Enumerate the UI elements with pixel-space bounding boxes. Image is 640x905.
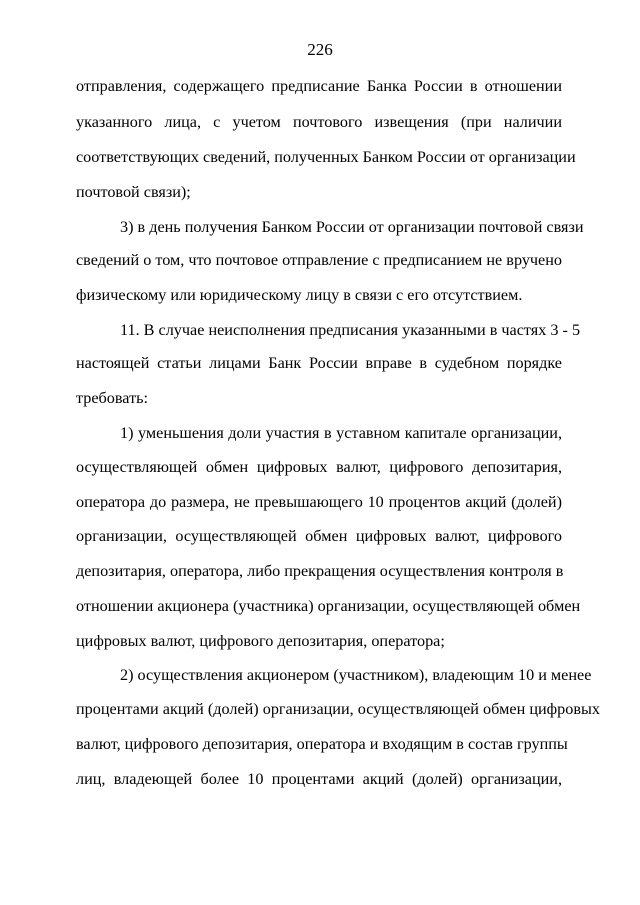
text-line: лиц, владеющей более 10 процентами акций (долей) организации, [76, 770, 562, 788]
text-line: 3) в день получения Банком России от организации почтовой связи [120, 218, 584, 236]
text-line: отношении акционера (участника) организации, осуществляющей обмен [76, 597, 581, 615]
text-line: сведений о том, что почтовое отправление с предписанием не вручено [76, 251, 562, 269]
text-line: соответствующих сведений, полученных Банком России от организации [76, 148, 576, 166]
text-line: валют, цифрового депозитария, оператора и входящим в состав группы [76, 735, 568, 753]
text-line: организации, осуществляющей обмен цифровых валют, цифрового [76, 527, 562, 545]
text-line: отправления, содержащего предписание Банка России в отношении [76, 77, 562, 95]
text-line: 11. В случае неисполнения предписания указанными в частях 3 - 5 [120, 321, 581, 339]
text-line: депозитария, оператора, либо прекращения осуществления контроля в [76, 562, 564, 580]
text-line: почтовой связи); [76, 183, 191, 201]
text-line: 2) осуществления акционером (участником), владеющим 10 и менее [120, 666, 592, 684]
text-line: настоящей статьи лицами Банк России вправе в судебном порядке [76, 354, 562, 372]
text-line: требовать: [76, 389, 149, 407]
text-line: физическому или юридическому лицу в связи с его отсутствием. [76, 286, 523, 304]
text-line: процентами акций (долей) организации, осуществляющей обмен цифровых [76, 700, 600, 718]
page-number: 226 [307, 40, 333, 59]
text-line: указанного лица, с учетом почтового извещения (при наличии [76, 113, 562, 131]
text-line: цифровых валют, цифрового депозитария, оператора; [76, 632, 445, 650]
text-line: осуществляющей обмен цифровых валют, цифрового депозитария, [76, 458, 562, 476]
text-line: оператора до размера, не превышающего 10 процентов акций (долей) [76, 493, 562, 511]
text-line: 1) уменьшения доли участия в уставном капитале организации, [120, 424, 562, 442]
